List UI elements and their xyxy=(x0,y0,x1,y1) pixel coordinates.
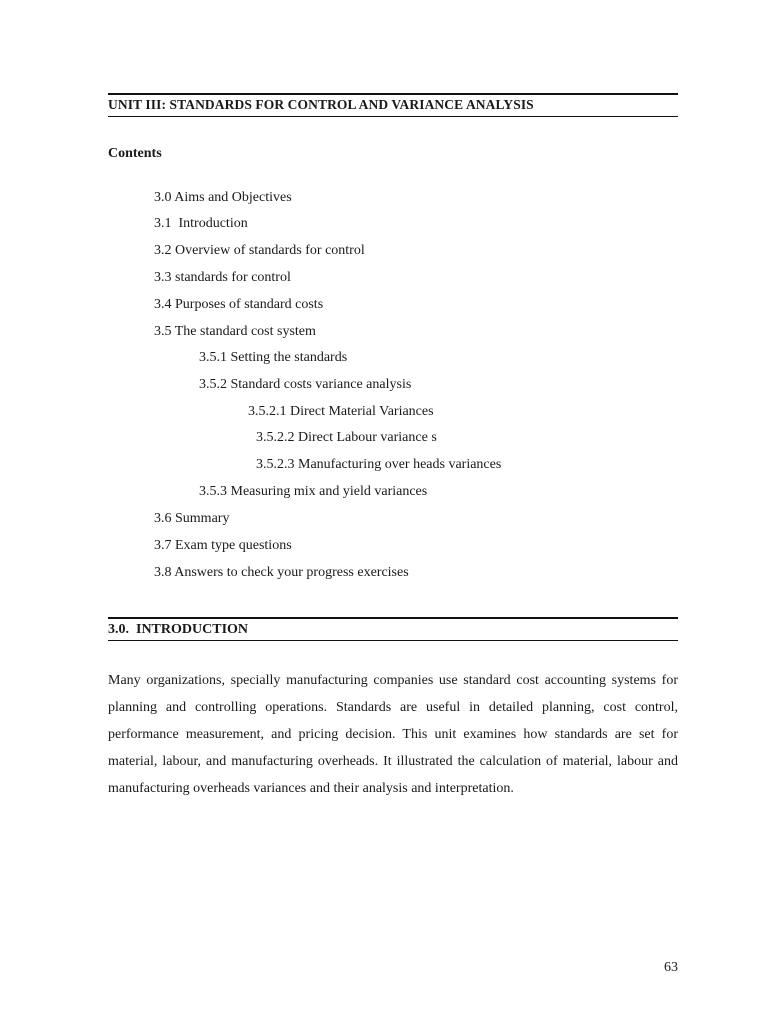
toc-item: 3.5 The standard cost system xyxy=(154,324,316,339)
toc-item: 3.4 Purposes of standard costs xyxy=(154,297,324,312)
contents-heading: Contents xyxy=(108,146,162,161)
toc-item: 3.8 Answers to check your progress exercises xyxy=(154,565,409,580)
toc-item: 3.2 Overview of standards for control xyxy=(154,243,365,258)
section-heading: 3.0. INTRODUCTION xyxy=(108,622,249,637)
toc-item: 3.7 Exam type questions xyxy=(154,538,292,553)
section-bottom-rule xyxy=(108,640,678,641)
toc-item: 3.5.2.1 Direct Material Variances xyxy=(248,404,434,419)
toc-item: 3.5.1 Setting the standards xyxy=(199,350,348,365)
toc-item: 3.5.2.2 Direct Labour variance s xyxy=(256,430,437,445)
toc-item: 3.0 Aims and Objectives xyxy=(154,190,292,205)
toc-item: 3.6 Summary xyxy=(154,511,230,526)
section-top-rule xyxy=(108,617,678,619)
toc-item: 3.3 standards for control xyxy=(154,270,291,285)
unit-title: UNIT III: STANDARDS FOR CONTROL AND VARIANCE ANALYSIS xyxy=(108,97,534,112)
title-top-rule xyxy=(108,93,678,95)
toc-item: 3.5.3 Measuring mix and yield variances xyxy=(199,484,428,499)
title-bottom-rule xyxy=(108,116,678,117)
toc-item: 3.5.2.3 Manufacturing over heads variances xyxy=(256,457,502,472)
page-number: 63 xyxy=(664,960,678,975)
toc-item: 3.5.2 Standard costs variance analysis xyxy=(199,377,412,392)
toc-item: 3.1 Introduction xyxy=(154,216,248,231)
introduction-paragraph: Many organizations, specially manufacturing companies use standard cost accounting systems for planning and controlling operations. Standards are useful in detailed planning, cost control, performance measurement, and pricing decision. This unit examines how standards are set for material, labour, and manufacturing overheads. It illustrated the calculation of material, labour and manufacturing overheads variances and their analysis and interpretation. xyxy=(108,673,678,796)
